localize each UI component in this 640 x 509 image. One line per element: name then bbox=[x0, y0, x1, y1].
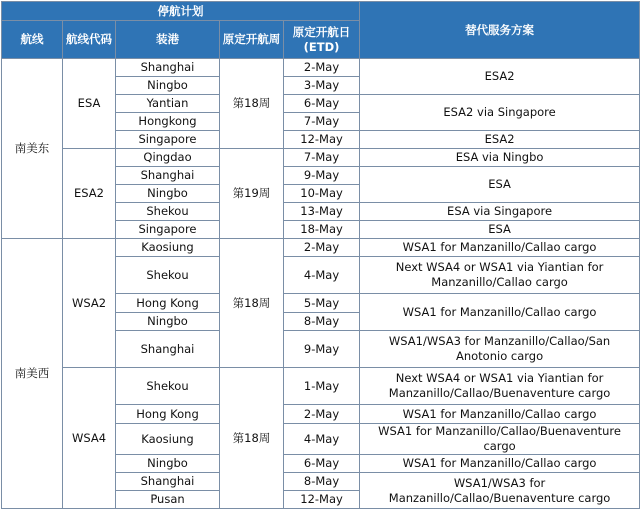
port-cell: Shanghai bbox=[116, 473, 220, 491]
port-cell: Shekou bbox=[116, 203, 220, 221]
port-cell: Yantian bbox=[116, 95, 220, 113]
etd-cell: 18-May bbox=[284, 221, 360, 239]
etd-cell: 9-May bbox=[284, 331, 360, 368]
etd-cell: 12-May bbox=[284, 491, 360, 509]
etd-cell: 2-May bbox=[284, 59, 360, 77]
etd-header-line: 原定开航日 bbox=[292, 24, 351, 39]
alternative-service-cell: WSA1 for Manzanillo/Callao cargo bbox=[360, 455, 640, 473]
port-cell: Ningbo bbox=[116, 185, 220, 203]
col-header-etd bbox=[284, 21, 360, 59]
alternative-service-cell: ESA2 via Singapore bbox=[360, 95, 640, 131]
alternative-service-cell: ESA via Ningbo bbox=[360, 149, 640, 167]
port-cell: Qingdao bbox=[116, 149, 220, 167]
port-cell: Ningbo bbox=[116, 77, 220, 95]
week-cell: 第18周 bbox=[220, 368, 284, 509]
port-cell: Shekou bbox=[116, 257, 220, 294]
alternative-service-cell: WSA1 for Manzanillo/Callao cargo bbox=[360, 239, 640, 257]
alternative-service-cell: Next WSA4 or WSA1 via Yiantian for Manzanillo/Callao/Buenaventure cargo bbox=[360, 368, 640, 405]
suspension-schedule-table bbox=[1, 1, 640, 509]
port-cell: Ningbo bbox=[116, 455, 220, 473]
etd-cell: 6-May bbox=[284, 95, 360, 113]
etd-cell: 1-May bbox=[284, 368, 360, 405]
alternative-service-cell: ESA2 bbox=[360, 131, 640, 149]
route-region-cell: 南美东 bbox=[2, 59, 63, 239]
etd-cell: 2-May bbox=[284, 239, 360, 257]
etd-cell: 4-May bbox=[284, 424, 360, 455]
etd-cell: 5-May bbox=[284, 294, 360, 313]
port-cell: Pusan bbox=[116, 491, 220, 509]
port-cell: Ningbo bbox=[116, 313, 220, 331]
alternative-service-cell: ESA2 bbox=[360, 59, 640, 95]
port-cell: Kaosiung bbox=[116, 239, 220, 257]
col-header-port: 装港 bbox=[116, 21, 220, 59]
week-cell: 第18周 bbox=[220, 59, 284, 149]
etd-cell: 9-May bbox=[284, 167, 360, 185]
week-cell: 第18周 bbox=[220, 239, 284, 368]
service-code-cell: WSA2 bbox=[63, 239, 116, 368]
alternative-service-cell: ESA via Singapore bbox=[360, 203, 640, 221]
service-code-cell: ESA2 bbox=[63, 149, 116, 239]
col-header-service-code: 航线代码 bbox=[63, 21, 116, 59]
table-row bbox=[2, 59, 640, 77]
port-cell: Hong Kong bbox=[116, 294, 220, 313]
alternative-service-cell: ESA bbox=[360, 221, 640, 239]
alternative-service-cell: WSA1/WSA3 for Manzanillo/Callao/Buenaventure cargo bbox=[360, 473, 640, 509]
etd-cell: 8-May bbox=[284, 313, 360, 331]
port-cell: Shanghai bbox=[116, 59, 220, 77]
table-row bbox=[2, 368, 640, 405]
service-code-cell: ESA bbox=[63, 59, 116, 149]
alternative-service-cell: ESA bbox=[360, 167, 640, 203]
group-title-header: 停航计划 bbox=[2, 2, 360, 21]
etd-cell: 2-May bbox=[284, 405, 360, 424]
port-cell: Shekou bbox=[116, 368, 220, 405]
etd-cell: 10-May bbox=[284, 185, 360, 203]
port-cell: Shanghai bbox=[116, 167, 220, 185]
schedule-body bbox=[2, 59, 640, 509]
port-cell: Hong Kong bbox=[116, 405, 220, 424]
port-cell: Kaosiung bbox=[116, 424, 220, 455]
table-row bbox=[2, 239, 640, 257]
port-cell: Shanghai bbox=[116, 331, 220, 368]
alternative-service-cell: WSA1 for Manzanillo/Callao/Buenaventure cargo bbox=[360, 424, 640, 455]
port-cell: Hongkong bbox=[116, 113, 220, 131]
etd-cell: 3-May bbox=[284, 77, 360, 95]
port-cell: Singapore bbox=[116, 131, 220, 149]
alternative-service-cell: WSA1 for Manzanillo/Callao cargo bbox=[360, 405, 640, 424]
etd-cell: 4-May bbox=[284, 257, 360, 294]
table-row bbox=[2, 149, 640, 167]
col-header-week: 原定开航周 bbox=[220, 21, 284, 59]
col-header-route: 航线 bbox=[2, 21, 63, 59]
col-header-alternative: 替代服务方案 bbox=[360, 2, 640, 59]
route-region-cell: 南美西 bbox=[2, 239, 63, 509]
etd-cell: 7-May bbox=[284, 113, 360, 131]
etd-cell: 7-May bbox=[284, 149, 360, 167]
alternative-service-cell: WSA1 for Manzanillo/Callao cargo bbox=[360, 294, 640, 331]
service-code-cell: WSA4 bbox=[63, 368, 116, 509]
etd-header-line: (ETD) bbox=[303, 39, 340, 54]
alternative-service-cell: WSA1/WSA3 for Manzanillo/Callao/San Anotonio cargo bbox=[360, 331, 640, 368]
alternative-service-cell: Next WSA4 or WSA1 via Yiantian for Manzanillo/Callao cargo bbox=[360, 257, 640, 294]
etd-cell: 12-May bbox=[284, 131, 360, 149]
etd-cell: 13-May bbox=[284, 203, 360, 221]
etd-cell: 6-May bbox=[284, 455, 360, 473]
etd-cell: 8-May bbox=[284, 473, 360, 491]
port-cell: Singapore bbox=[116, 221, 220, 239]
week-cell: 第19周 bbox=[220, 149, 284, 239]
